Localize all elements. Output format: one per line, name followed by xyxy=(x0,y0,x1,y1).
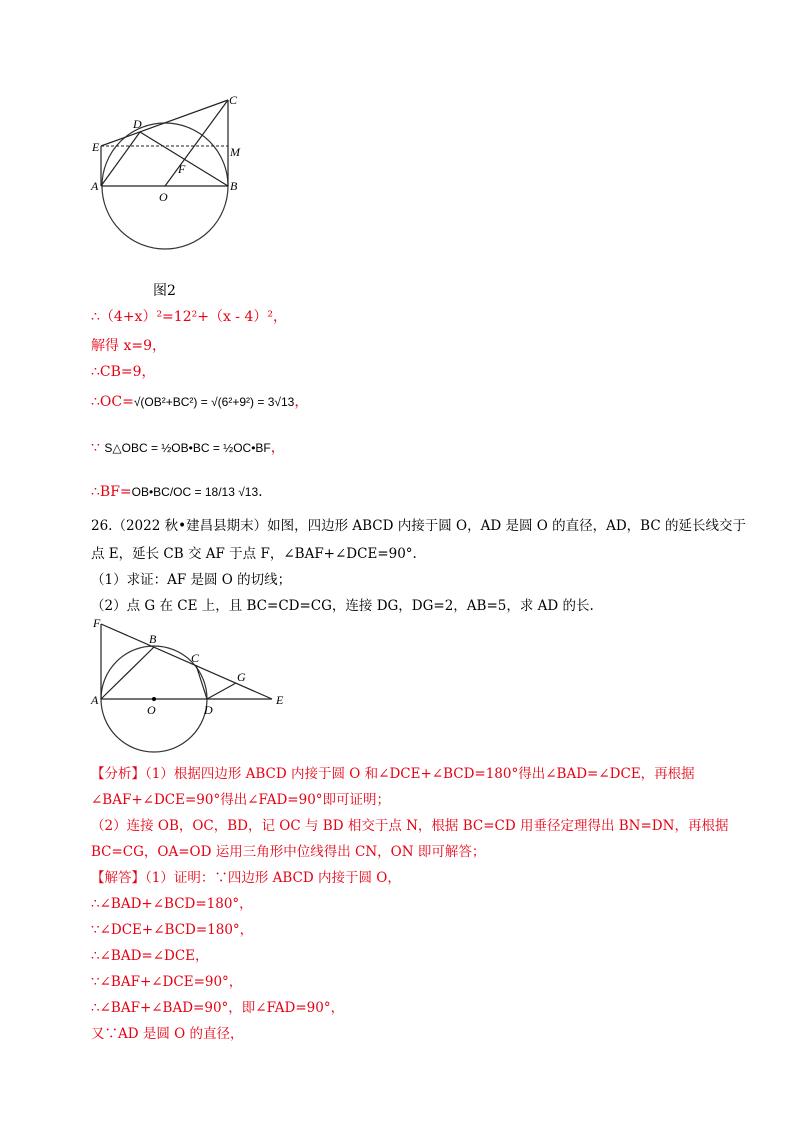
problem-26-line-1: 26.（2022 秋•建昌县期末）如图，四边形 ABCD 内接于圆 O，AD 是圆 O 的直径，AD，BC 的延长线交于 xyxy=(91,518,746,534)
analysis-tag: 【分析】 xyxy=(91,766,145,782)
label-b-26: B xyxy=(149,632,157,646)
label-d: D xyxy=(133,117,142,131)
label-o: O xyxy=(159,190,168,204)
figure-2-diagram xyxy=(88,88,248,260)
answer-line-2: ∴∠BAD+∠BCD=180°， xyxy=(91,896,253,912)
bf-formula: OB•BC/OC = 18/13 √13 xyxy=(131,485,259,499)
figure-26-diagram xyxy=(88,612,298,754)
bf-line: ∴BF=OB•BC/OC = 18/13 √13. xyxy=(91,484,263,500)
oc-label: ∴OC= xyxy=(91,394,134,410)
analysis-text-1: （1）根据四边形 ABCD 内接于圆 O 和∠DCE+∠BCD=180°得出∠BAD=∠DCE，再根据 xyxy=(145,766,695,782)
problem-26-question-1: （1）求证：AF 是圆 O 的切线； xyxy=(91,572,292,588)
segment-db xyxy=(140,132,228,186)
cb-line: ∴CB=9， xyxy=(91,364,156,380)
label-m: M xyxy=(230,145,240,159)
segment-ad xyxy=(101,132,140,186)
label-b: B xyxy=(230,179,238,193)
label-o-26: O xyxy=(147,703,156,717)
label-f: F xyxy=(178,162,186,176)
tangent-ec xyxy=(101,100,228,146)
analysis-line-4: BC=CG，OA=OD 运用三角形中位线得出 CN，ON 即可解答； xyxy=(91,844,486,860)
label-e-26: E xyxy=(276,693,284,707)
solve-line: 解得 x=9， xyxy=(91,338,166,354)
answer-line-1 xyxy=(91,866,401,886)
center-point-o xyxy=(152,697,156,701)
problem-26-line-2: 点 E，延长 CB 交 AF 于点 F，∠BAF+∠DCE=90°. xyxy=(91,546,417,562)
label-c: C xyxy=(229,93,238,107)
label-a-26: A xyxy=(91,693,99,707)
label-d-26: D xyxy=(204,703,213,717)
answer-line-7: 又∵AD 是圆 O 的直径， xyxy=(91,1026,244,1042)
analysis-line-3: （2）连接 OB，OC，BD，记 OC 与 BD 相交于点 N，根据 BC=CD 用垂径定理得出 BN=DN，再根据 xyxy=(91,818,729,834)
because-symbol: ∵ xyxy=(91,440,100,456)
label-e: E xyxy=(92,140,100,154)
area-formula: S△OBC = ½OB•BC = ½OC•BF xyxy=(104,441,271,455)
answer-tag: 【解答】 xyxy=(91,870,145,886)
segment-ab-26 xyxy=(101,647,154,699)
segment-fe xyxy=(101,624,272,699)
label-g-26: G xyxy=(237,670,246,684)
area-line: ∵ S△OBC = ½OB•BC = ½OC•BF， xyxy=(91,440,285,456)
analysis-line-2: ∠BAF+∠DCE=90°得出∠FAD=90°即可证明； xyxy=(91,792,391,808)
segment-oc xyxy=(165,100,228,186)
answer-line-4: ∴∠BAD=∠DCE， xyxy=(91,948,209,964)
answer-text-1: （1）证明：∵四边形 ABCD 内接于圆 O， xyxy=(145,870,401,886)
problem-26-question-2: （2）点 G 在 CE 上，且 BC=CD=CG，连接 DG，DG=2，AB=5，求 AD 的长. xyxy=(91,598,594,614)
oc-line: ∴OC=√(OB²+BC²) = √(6²+9²) = 3√13， xyxy=(91,394,309,410)
answer-line-6: ∴∠BAF+∠BAD=90°，即∠FAD=90°， xyxy=(91,1000,345,1016)
label-f-26: F xyxy=(93,616,101,630)
figure-2-caption: 图2 xyxy=(153,283,176,299)
analysis-line-1 xyxy=(91,762,695,782)
equation-line: ∴（4+x）²=12²+（x - 4）²， xyxy=(91,309,287,325)
oc-formula: √(OB²+BC²) = √(6²+9²) = 3√13 xyxy=(133,395,295,409)
answer-line-5: ∵∠BAF+∠DCE=90°， xyxy=(91,974,243,990)
segment-dg xyxy=(207,683,236,699)
answer-line-3: ∵∠DCE+∠BCD=180°， xyxy=(91,922,254,938)
label-c-26: C xyxy=(191,651,200,665)
label-a: A xyxy=(91,179,99,193)
bf-label: ∴BF= xyxy=(91,484,132,500)
